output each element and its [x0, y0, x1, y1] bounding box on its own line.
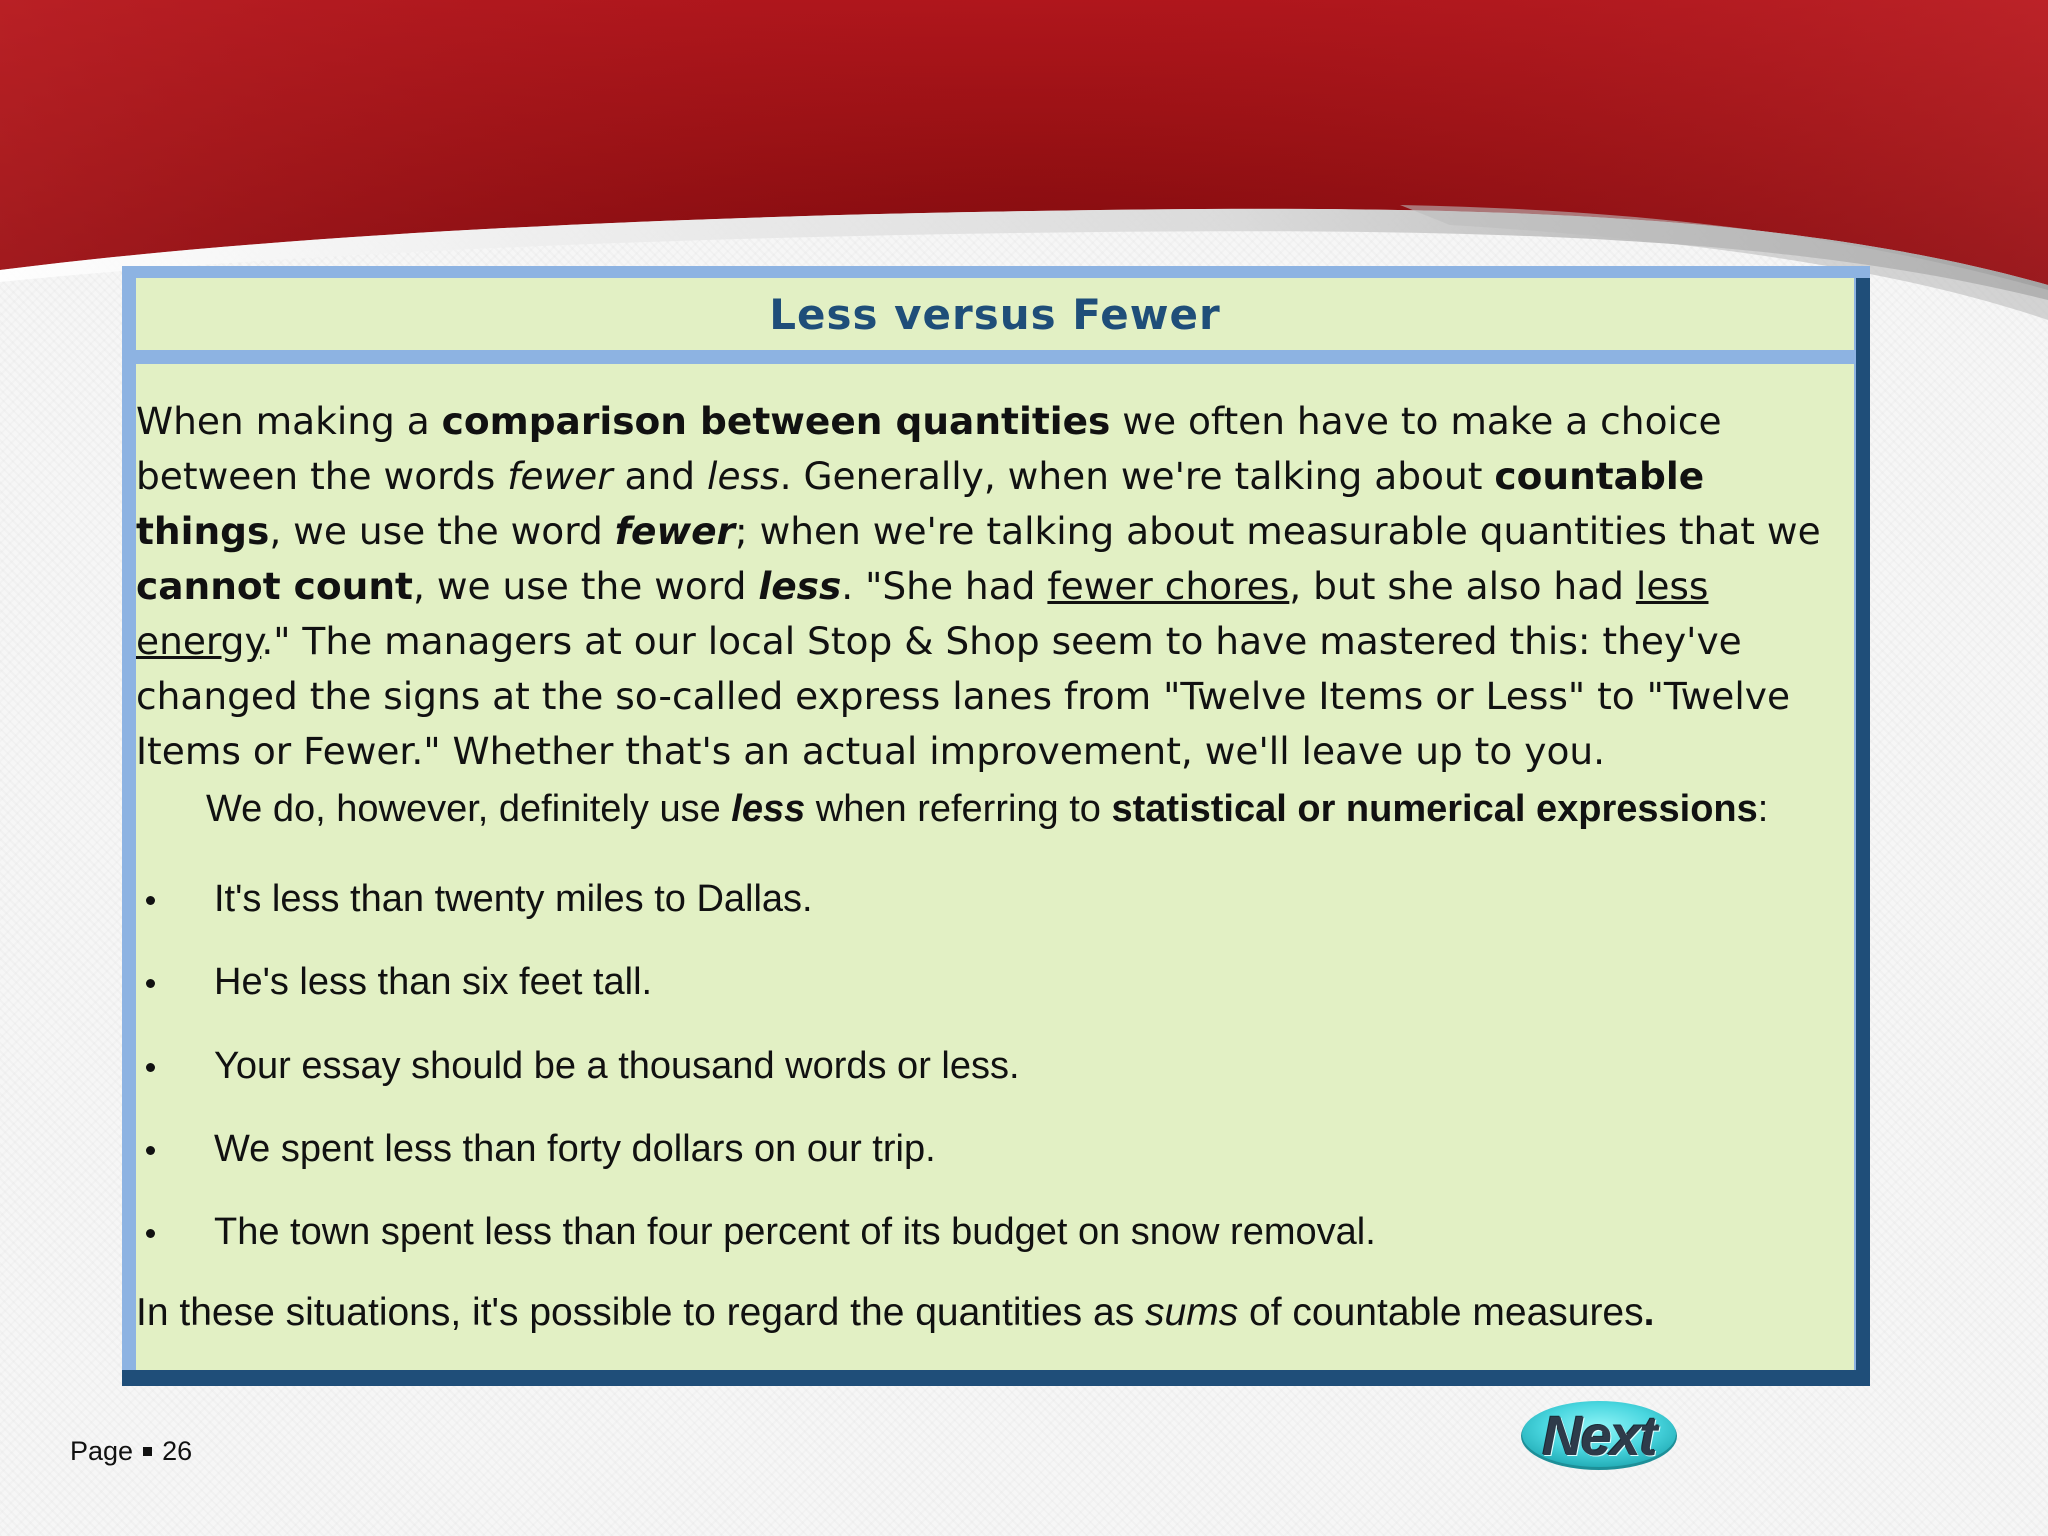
- intro-italic: fewer: [507, 454, 613, 498]
- intro-bold-italic: fewer: [614, 509, 736, 553]
- conclusion-text: of countable measures: [1238, 1291, 1644, 1334]
- page-number: 26: [162, 1436, 193, 1466]
- bullet-icon: [146, 1229, 155, 1238]
- conclusion-bold: .: [1643, 1291, 1655, 1334]
- intro-underlined: less energy: [136, 564, 1709, 663]
- intro-text: ." The managers at our local Stop & Shop seem to have mastered this: they've changed the signs at the so-called express lanes from "Twelve Items or Less" to "Twelve Items or Fewer." Whether that's an actual improvement, we'll leave up to you.: [136, 619, 1791, 773]
- intro-text: When making a: [136, 399, 442, 443]
- frame-shadow-bottom: [122, 1370, 1870, 1386]
- note-text: when referring to: [805, 788, 1112, 830]
- frame-shadow-right: [1856, 278, 1870, 1384]
- intro-bold: cannot count: [136, 564, 413, 608]
- intro-text: , we use the word: [412, 564, 759, 608]
- bullet-text: We spent less than forty dollars on our trip.: [214, 1128, 936, 1170]
- conclusion-italic: sums: [1145, 1291, 1239, 1334]
- numeric-note-paragraph: [206, 784, 1856, 834]
- next-label: Next: [1542, 1403, 1656, 1467]
- page-footer: [70, 1436, 192, 1467]
- conclusion-paragraph: [136, 1286, 1848, 1340]
- note-text: We do, however, definitely use: [206, 788, 732, 830]
- bullet-icon: [146, 896, 155, 905]
- square-bullet-icon: [143, 1447, 152, 1456]
- bullet-icon: [146, 1063, 155, 1072]
- intro-text: ; when we're talking about measurable quantities that we: [735, 509, 1821, 553]
- note-bold-italic: less: [731, 788, 806, 830]
- intro-text: . "She had: [841, 564, 1048, 608]
- next-button[interactable]: [1518, 1398, 1680, 1472]
- intro-paragraph: [136, 394, 1848, 779]
- bullet-icon: [146, 979, 155, 988]
- intro-bold-italic: less: [758, 564, 842, 608]
- note-bold: statistical or numerical expressions: [1111, 788, 1758, 830]
- intro-text: , but she also had: [1289, 564, 1636, 608]
- bullet-icon: [146, 1146, 155, 1155]
- note-text: :: [1757, 788, 1769, 830]
- intro-text: . Generally, when we're talking about: [779, 454, 1495, 498]
- intro-underlined: fewer chores: [1047, 564, 1290, 608]
- page-label: Page: [70, 1436, 134, 1466]
- intro-text: , we use the word: [269, 509, 615, 553]
- bullet-text: The town spent less than four percent of its budget on snow removal.: [214, 1211, 1376, 1253]
- intro-text: and: [612, 454, 708, 498]
- content-cell: [136, 364, 1854, 1370]
- intro-bold: comparison between quantities: [441, 399, 1111, 443]
- title-cell: [136, 278, 1854, 350]
- bullet-text: It's less than twenty miles to Dallas.: [214, 878, 813, 920]
- intro-text: we often have to make a choice between the words: [136, 399, 1722, 498]
- bullet-text: Your essay should be a thousand words or less.: [214, 1045, 1020, 1087]
- bullet-text: He's less than six feet tall.: [214, 961, 653, 1003]
- slide-title: Less versus Fewer: [769, 289, 1221, 339]
- intro-bold: countable things: [136, 454, 1705, 553]
- conclusion-text: In these situations, it's possible to regard the quantities as: [136, 1291, 1146, 1334]
- intro-italic: less: [707, 454, 780, 498]
